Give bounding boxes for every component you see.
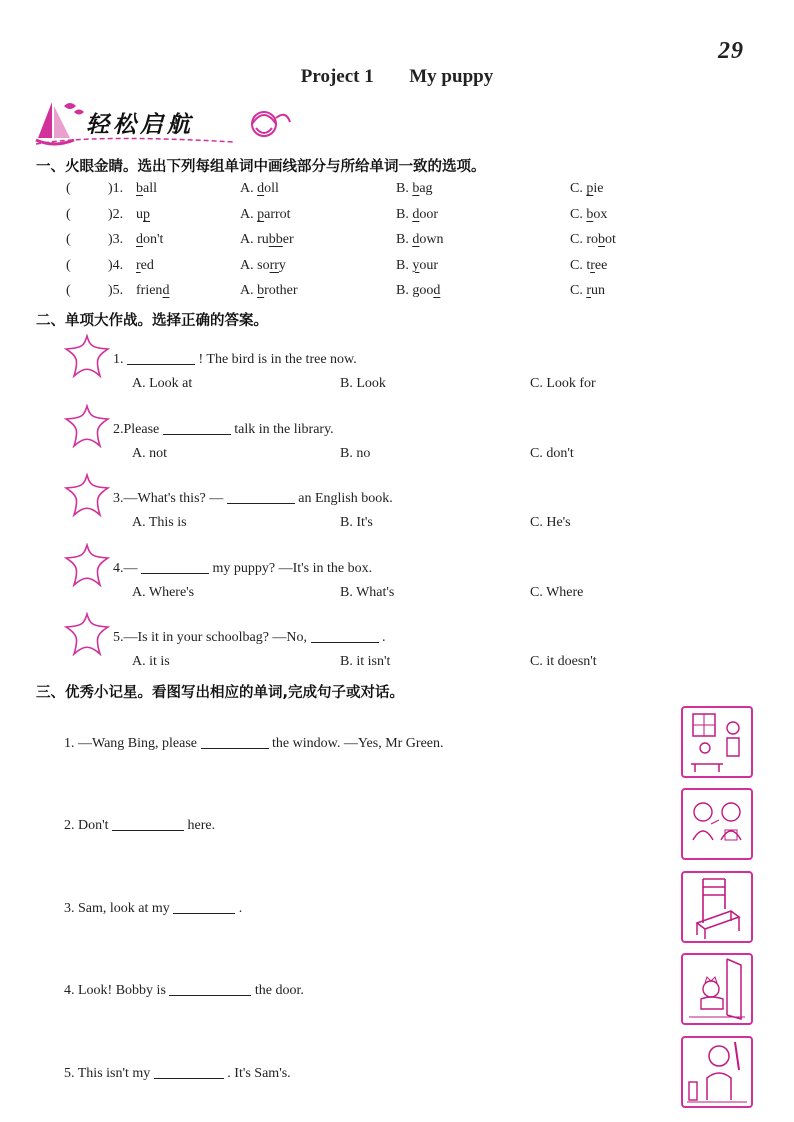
answer-blank[interactable] — [112, 816, 184, 831]
question-text-after: an English book. — [298, 491, 393, 506]
word-part: own — [419, 232, 444, 247]
underlined-letters: r — [586, 283, 592, 298]
question-text-after: . — [382, 630, 386, 645]
answer-paren[interactable]: ( — [66, 232, 71, 247]
sentence-after: the door. — [254, 983, 304, 999]
given-word — [136, 232, 163, 248]
underlined-letters: b — [136, 181, 143, 196]
option-a[interactable]: A. not — [132, 445, 167, 461]
answer-blank[interactable] — [227, 489, 295, 504]
option-a[interactable]: A. Look at — [132, 376, 193, 391]
option-a[interactable] — [240, 232, 294, 248]
option-a[interactable] — [240, 207, 291, 223]
project-label: Project 1 — [300, 66, 374, 87]
option-b[interactable]: B. Look — [340, 376, 386, 391]
option-a[interactable] — [240, 258, 286, 274]
answer-blank[interactable] — [173, 899, 235, 914]
option-a[interactable] — [240, 181, 279, 197]
sentence-after: . It's Sam's. — [227, 1065, 291, 1081]
question-text-after: my puppy? —It's in the box. — [212, 560, 373, 576]
option-label: B. — [396, 206, 409, 222]
option-label: B. — [396, 181, 409, 196]
option-label: B. — [396, 232, 409, 247]
sentence-line — [64, 734, 444, 752]
option-a[interactable] — [240, 283, 298, 299]
question-text-after: ! The bird is in the tree now. — [198, 352, 357, 367]
word-part: so — [257, 257, 270, 273]
underlined-letters: b — [412, 181, 420, 196]
option-c[interactable]: C. He's — [530, 515, 571, 530]
answer-blank[interactable] — [163, 420, 231, 435]
word-part: on't — [143, 232, 164, 247]
section-banner — [34, 98, 294, 150]
answer-paren[interactable]: ( — [66, 206, 71, 222]
underlined-letters: d — [412, 206, 420, 222]
sentence-line — [64, 816, 215, 834]
word-part: ot — [605, 232, 616, 247]
underlined-letters: rr — [269, 257, 279, 273]
option-a[interactable]: A. it is — [132, 654, 170, 669]
option-label: A. — [240, 232, 254, 247]
option-b[interactable] — [396, 207, 438, 223]
question-number: )4. — [108, 257, 124, 273]
sentence-number: 2. — [64, 818, 75, 834]
boy-with-ruler-picture — [681, 1036, 753, 1108]
topic-label: My puppy — [409, 66, 494, 87]
word-part: t — [586, 257, 591, 273]
sentence-number: 1. — [64, 736, 75, 751]
word-part: all — [143, 181, 157, 196]
option-label: B. — [396, 283, 409, 298]
chair-picture — [681, 871, 753, 943]
match-row — [0, 258, 794, 283]
underlined-letters: b — [586, 206, 594, 222]
section1-heading: 一、火眼金睛。选出下列每组单词中画线部分与所给单词一致的选项。 — [36, 159, 486, 175]
page-number: 29 — [718, 38, 744, 64]
talking-children-picture — [681, 788, 753, 860]
answer-blank[interactable] — [201, 734, 269, 749]
star-icon — [64, 404, 110, 448]
sentence-after: . — [238, 900, 243, 916]
option-b[interactable] — [396, 232, 443, 248]
option-label: B. — [396, 257, 409, 273]
option-label: C. — [570, 206, 583, 222]
question-text-before: —What's this? — — [123, 491, 224, 506]
given-word — [136, 207, 150, 223]
word-part: arrot — [264, 206, 291, 222]
answer-paren[interactable]: ( — [66, 181, 71, 196]
answer-blank[interactable] — [154, 1064, 224, 1079]
option-c[interactable] — [570, 181, 603, 197]
sentence-number: 3. — [64, 900, 75, 916]
option-label: C. — [570, 232, 583, 247]
option-a[interactable]: A. Where's — [132, 584, 195, 600]
sentence-after: the window. —Yes, Mr Green. — [272, 736, 444, 751]
answer-blank[interactable] — [141, 559, 209, 574]
answer-paren[interactable]: ( — [66, 257, 71, 273]
option-b[interactable]: B. no — [340, 445, 371, 461]
option-label: C. — [570, 181, 583, 196]
underlined-letters: d — [136, 232, 143, 247]
word-part: oor — [419, 206, 439, 222]
underlined-letters: d — [433, 283, 441, 298]
option-label: C. — [570, 283, 583, 298]
sentence-before: Sam, look at my — [78, 900, 170, 916]
sentence-before: Don't — [78, 818, 109, 834]
star-icon — [64, 334, 110, 378]
classroom-window-picture — [681, 706, 753, 778]
match-row — [0, 232, 794, 257]
word-part: oll — [264, 181, 279, 196]
option-c[interactable]: C. don't — [530, 445, 574, 461]
underlined-letters: p — [257, 206, 265, 222]
word-part: our — [419, 257, 439, 273]
underlined-letters: r — [136, 257, 141, 273]
question-number: )2. — [108, 206, 124, 222]
sentence-before: —Wang Bing, please — [78, 736, 198, 751]
underlined-letters: d — [257, 181, 265, 196]
star-icon — [64, 543, 110, 587]
underlined-letters: y — [412, 257, 420, 273]
sentence-before: This isn't my — [77, 1065, 151, 1081]
question-number: 3. — [113, 491, 124, 506]
option-label: C. — [570, 257, 583, 273]
question-line — [113, 628, 386, 646]
question-number: 2. — [113, 421, 124, 437]
banner-title: 轻松启航 — [86, 112, 194, 138]
sentence-line — [64, 981, 304, 999]
answer-blank[interactable] — [169, 981, 251, 996]
question-number: )1. — [108, 181, 124, 196]
word-part: y — [278, 257, 286, 273]
sentence-after: here. — [187, 818, 216, 834]
option-c[interactable]: C. Look for — [530, 376, 596, 391]
option-b[interactable] — [396, 258, 438, 274]
question-line — [113, 489, 393, 507]
sentence-number: 5. — [64, 1065, 75, 1081]
word-part: ro — [586, 232, 599, 247]
question-number: 5. — [113, 630, 124, 645]
option-c[interactable] — [570, 207, 607, 223]
option-a[interactable]: A. This is — [132, 515, 187, 530]
given-word — [136, 258, 154, 274]
given-word — [136, 283, 169, 299]
word-part: rother — [264, 283, 298, 298]
word-part: frien — [136, 283, 163, 298]
question-number: 1. — [113, 352, 124, 367]
word-part: er — [282, 232, 294, 247]
underlined-letters: bb — [268, 232, 283, 247]
question-line — [113, 350, 357, 368]
option-label: A. — [240, 283, 254, 298]
option-c[interactable]: C. Where — [530, 584, 584, 600]
underlined-letters: p — [143, 206, 150, 222]
star-icon — [64, 612, 110, 656]
cat-behind-door-picture — [681, 953, 753, 1025]
word-part: ie — [593, 181, 604, 196]
question-number: )5. — [108, 283, 124, 298]
option-c[interactable] — [570, 232, 616, 248]
question-text-before: Please — [123, 421, 160, 437]
underlined-letters: p — [586, 181, 594, 196]
option-c[interactable]: C. it doesn't — [530, 654, 597, 669]
word-part: goo — [412, 283, 434, 298]
answer-paren[interactable]: ( — [66, 283, 71, 298]
underlined-letters: b — [257, 283, 265, 298]
word-part: ru — [257, 232, 269, 247]
question-text-before: —Is it in your schoolbag? —No, — [123, 630, 308, 645]
option-b[interactable] — [396, 181, 433, 197]
word-part: ee — [594, 257, 608, 273]
answer-blank[interactable] — [311, 628, 379, 643]
sentence-number: 4. — [64, 983, 75, 999]
option-label: A. — [240, 181, 254, 196]
underlined-letters: b — [598, 232, 606, 247]
option-b[interactable] — [396, 283, 440, 299]
match-row — [0, 207, 794, 232]
answer-blank[interactable] — [127, 350, 195, 365]
option-c[interactable] — [570, 283, 605, 299]
word-part: un — [591, 283, 606, 298]
question-number: )3. — [108, 232, 124, 247]
question-text-before: — — [123, 560, 138, 576]
match-row — [0, 283, 794, 308]
underlined-letters: d — [162, 283, 170, 298]
option-b[interactable]: B. it isn't — [340, 654, 391, 669]
option-label: A. — [240, 257, 254, 273]
question-number: 4. — [113, 560, 124, 576]
question-line — [113, 559, 372, 577]
word-part: ag — [419, 181, 433, 196]
section2-heading: 二、单项大作战。选择正确的答案。 — [36, 313, 268, 329]
word-part: u — [136, 206, 143, 222]
option-label: A. — [240, 206, 254, 222]
sentence-line — [64, 899, 242, 917]
section3-heading: 三、优秀小记星。看图写出相应的单词,完成句子或对话。 — [36, 685, 405, 701]
question-text-after: talk in the library. — [234, 421, 334, 437]
option-b[interactable]: B. It's — [340, 515, 373, 530]
question-line — [113, 420, 334, 438]
underlined-letters: d — [412, 232, 420, 247]
word-part: ed — [140, 257, 154, 273]
word-part: ox — [593, 206, 608, 222]
option-b[interactable]: B. What's — [340, 584, 395, 600]
given-word — [136, 181, 157, 197]
match-row — [0, 181, 794, 206]
underlined-letters: r — [590, 257, 595, 273]
sentence-line — [64, 1064, 291, 1082]
star-icon — [64, 473, 110, 517]
sentence-before: Look! Bobby is — [78, 983, 166, 999]
page-title — [0, 66, 794, 88]
option-c[interactable] — [570, 258, 607, 274]
